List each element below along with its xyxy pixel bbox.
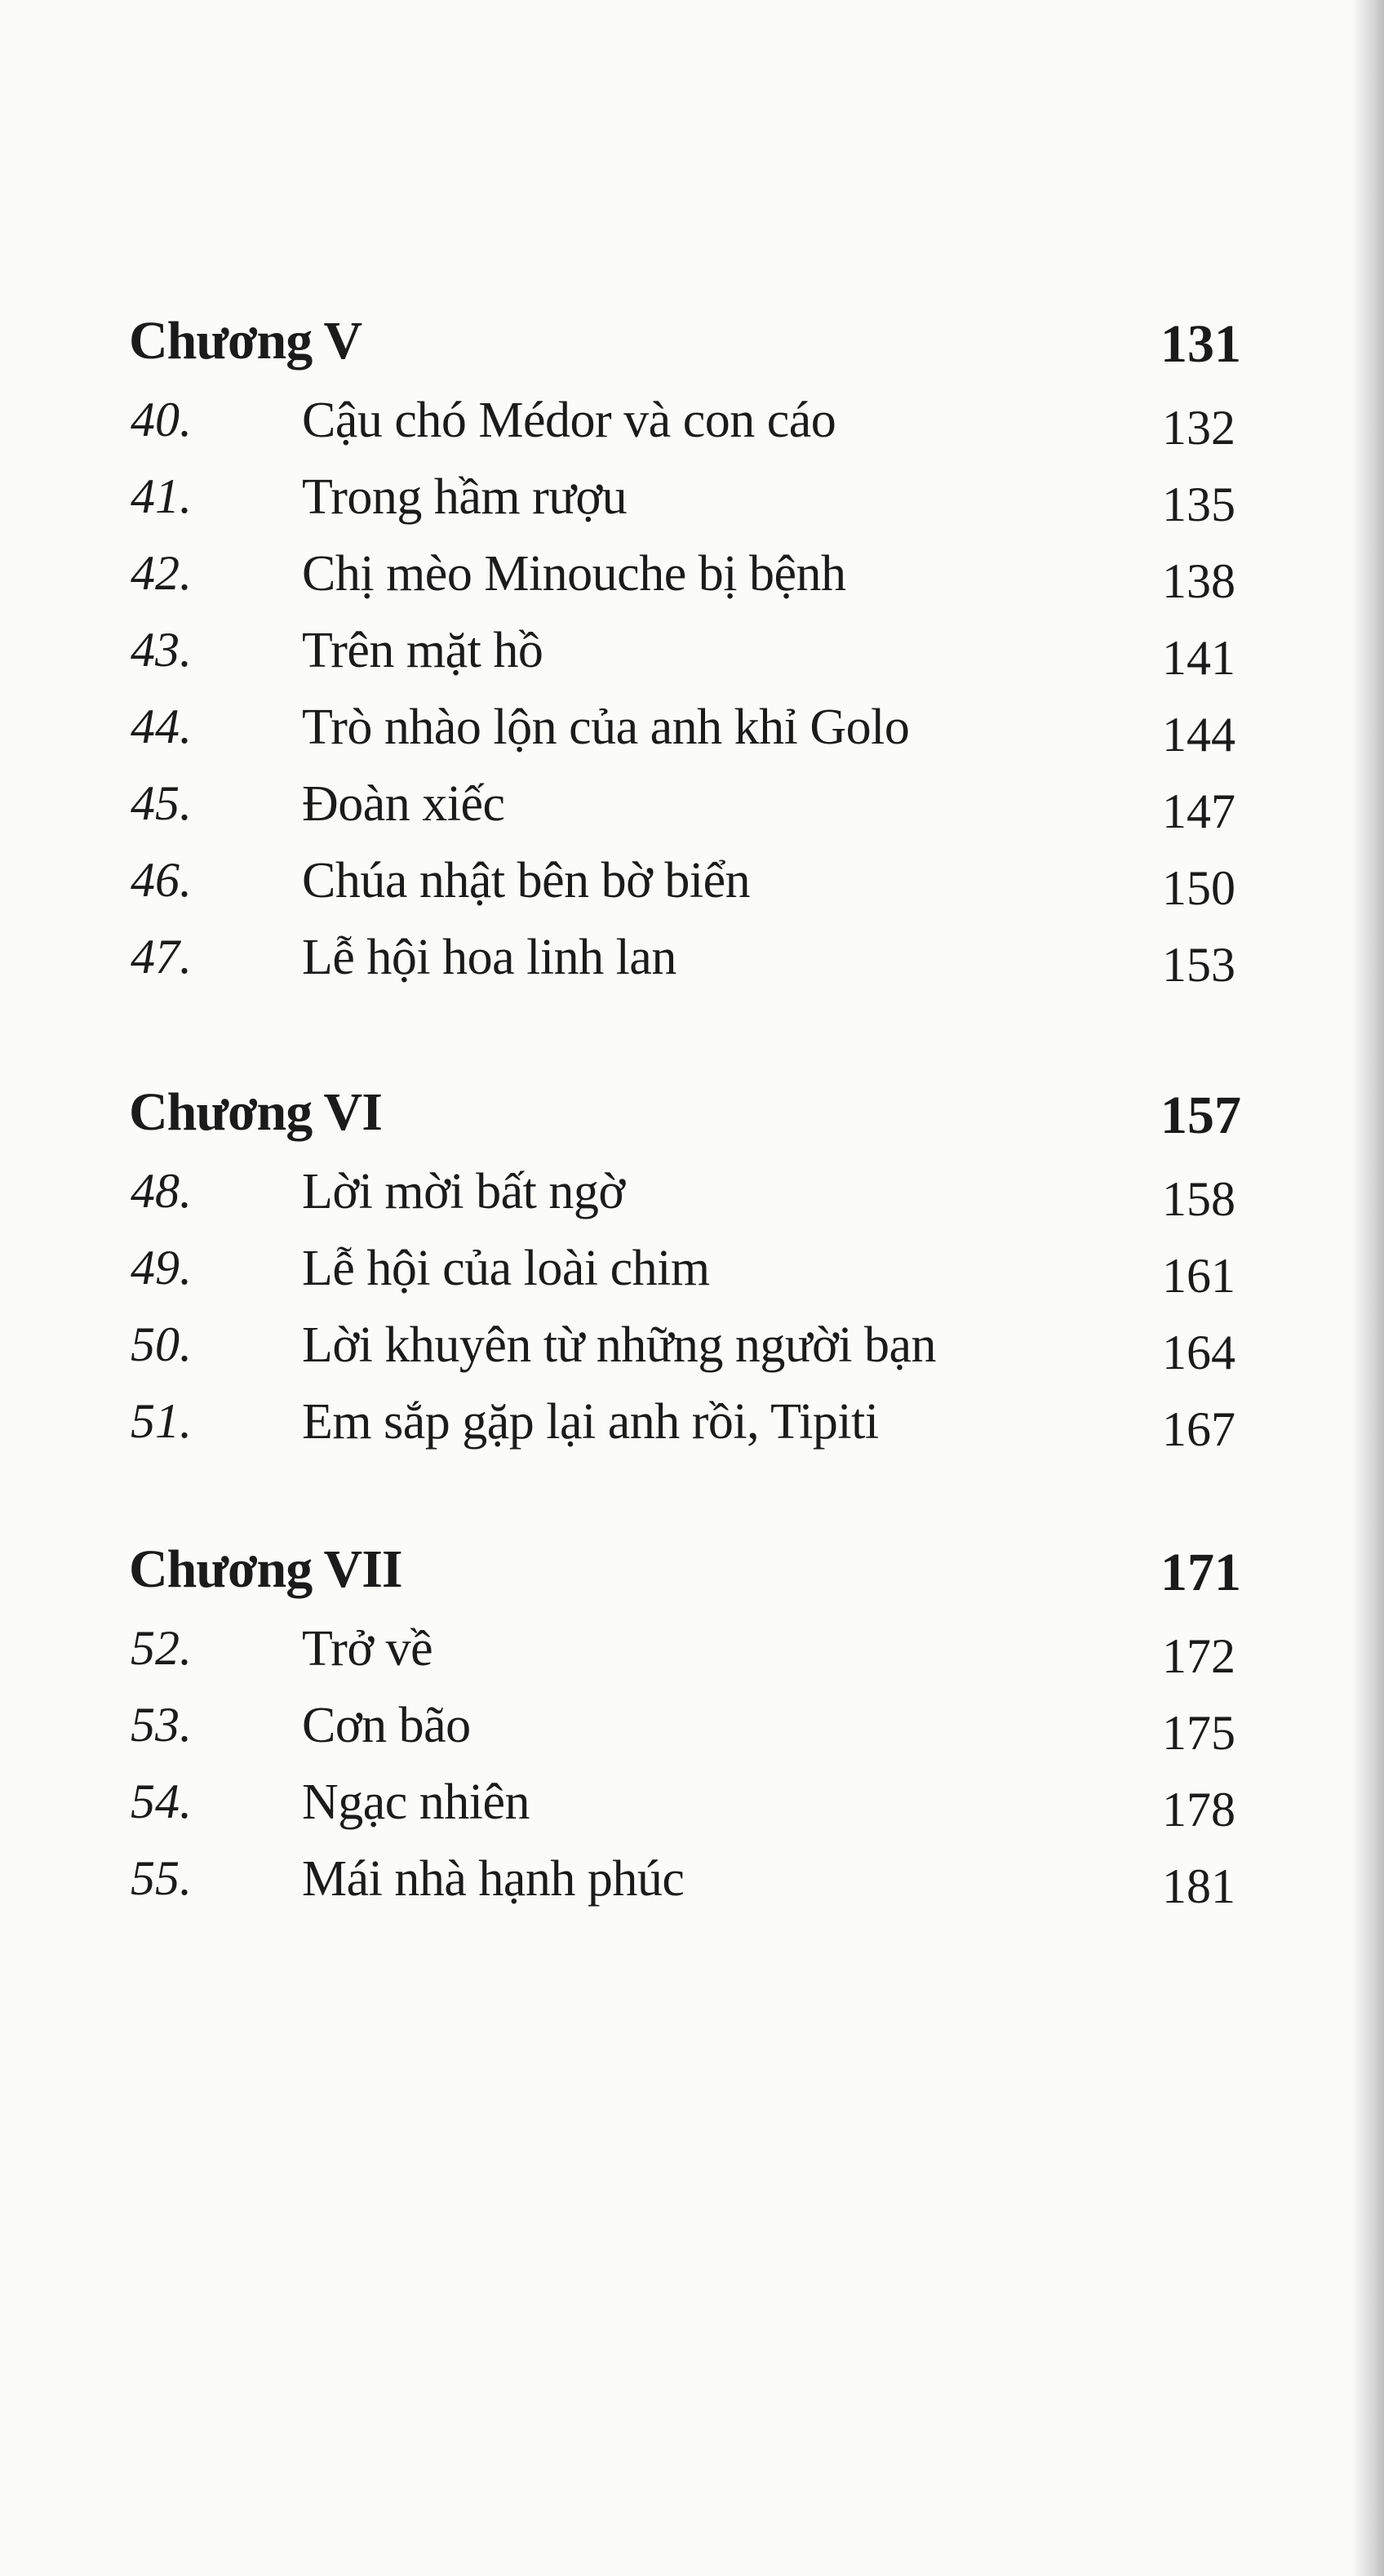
chapter-heading — [0, 310, 1384, 392]
entry-title: Cơn bão — [302, 1698, 471, 1753]
chapter-heading — [0, 1539, 1384, 1620]
entry-page-number: 161 — [1162, 1249, 1235, 1303]
entry-title: Đoàn xiếc — [302, 776, 505, 832]
toc-entry — [0, 1317, 1384, 1393]
toc-entry — [0, 545, 1384, 622]
entry-page-number: 144 — [1162, 708, 1235, 762]
entry-title: Em sắp gặp lại anh rồi, Tipiti — [302, 1394, 879, 1450]
toc-entry — [0, 775, 1384, 852]
entry-page-number: 175 — [1162, 1706, 1235, 1760]
entry-page-number: 147 — [1162, 784, 1235, 838]
chapter-title: Chương VI — [129, 1082, 382, 1142]
entry-title: Lời mời bất ngờ — [302, 1164, 625, 1219]
entry-title: Cậu chó Médor và con cáo — [302, 393, 836, 448]
entry-title: Chúa nhật bên bờ biển — [302, 853, 751, 908]
toc-entry — [0, 1697, 1384, 1774]
entry-page-number: 138 — [1162, 554, 1235, 608]
entry-page-number: 178 — [1162, 1783, 1235, 1837]
chapter-heading — [0, 1081, 1384, 1163]
toc-section — [0, 1539, 1384, 1927]
entry-number: 44. — [131, 700, 192, 753]
entry-page-number: 135 — [1162, 477, 1235, 531]
toc-entry — [0, 1620, 1384, 1697]
toc-entry — [0, 852, 1384, 929]
entry-title: Trở về — [302, 1621, 433, 1677]
entry-page-number: 181 — [1162, 1859, 1235, 1913]
entry-page-number: 141 — [1162, 631, 1235, 685]
toc-entry — [0, 1393, 1384, 1470]
chapter-page-number: 131 — [1160, 314, 1241, 374]
entry-page-number: 172 — [1162, 1629, 1235, 1683]
entry-number: 42. — [131, 546, 192, 600]
entry-number: 54. — [131, 1774, 192, 1828]
entry-number: 40. — [131, 393, 192, 446]
entry-title: Lễ hội hoa linh lan — [302, 930, 676, 985]
entry-page-number: 167 — [1162, 1402, 1235, 1456]
toc-entry — [0, 469, 1384, 545]
toc-section — [0, 1081, 1384, 1470]
chapter-title: Chương V — [129, 311, 362, 371]
entry-number: 52. — [131, 1621, 192, 1675]
entry-title: Lời khuyên từ những người bạn — [302, 1317, 936, 1373]
toc-entry — [0, 622, 1384, 699]
chapter-title: Chương VII — [129, 1539, 402, 1599]
entry-number: 46. — [131, 853, 192, 907]
entry-title: Trò nhào lộn của anh khỉ Golo — [302, 700, 910, 755]
toc-entry — [0, 1240, 1384, 1317]
entry-number: 49. — [131, 1241, 192, 1295]
entry-number: 41. — [131, 469, 192, 523]
entry-title: Trong hầm rượu — [302, 469, 628, 525]
entry-page-number: 132 — [1162, 401, 1235, 455]
toc-entry — [0, 1163, 1384, 1240]
entry-number: 45. — [131, 776, 192, 830]
entry-page-number: 164 — [1162, 1326, 1235, 1379]
toc-entry — [0, 1850, 1384, 1927]
chapter-page-number: 157 — [1160, 1086, 1241, 1145]
entry-page-number: 153 — [1162, 938, 1235, 992]
toc-entry — [0, 699, 1384, 775]
toc-entry — [0, 1774, 1384, 1850]
toc-section — [0, 310, 1384, 1006]
chapter-page-number: 171 — [1160, 1543, 1241, 1602]
toc-entry — [0, 929, 1384, 1006]
entry-page-number: 158 — [1162, 1172, 1235, 1226]
entry-number: 53. — [131, 1698, 192, 1752]
entry-title: Lễ hội của loài chim — [302, 1241, 710, 1296]
entry-number: 50. — [131, 1317, 192, 1371]
entry-number: 51. — [131, 1394, 192, 1448]
entry-number: 48. — [131, 1164, 192, 1218]
entry-title: Ngạc nhiên — [302, 1774, 530, 1830]
entry-number: 47. — [131, 930, 192, 984]
entry-number: 43. — [131, 623, 192, 677]
entry-title: Trên mặt hồ — [302, 623, 543, 678]
entry-title: Mái nhà hạnh phúc — [302, 1851, 685, 1907]
entry-title: Chị mèo Minouche bị bệnh — [302, 546, 846, 602]
entry-number: 55. — [131, 1851, 192, 1905]
toc-entry — [0, 392, 1384, 469]
entry-page-number: 150 — [1162, 861, 1235, 915]
